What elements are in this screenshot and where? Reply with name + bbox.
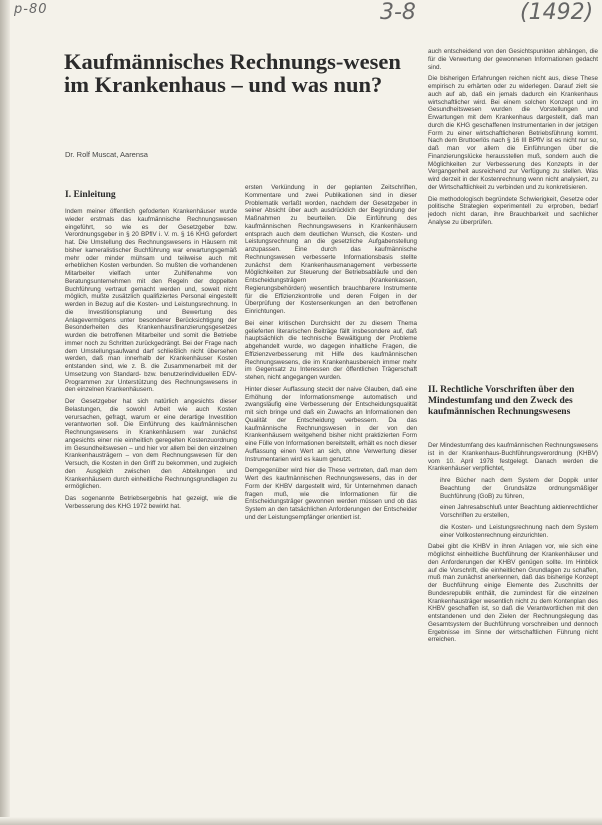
list-item: ihre Bücher nach dem System der Doppik unter Beachtung der Grundsätze ordnungsmäßiger Buchführung (GoB) zu führen,: [440, 477, 598, 500]
handwritten-note-left: p-80: [14, 2, 48, 17]
paragraph: Die methodologisch begründete Schwierigkeit, Gesetze oder politische Strategien experimentell zu erproben, bedarf jedoch nicht daran, ihre Brauchbarkeit und sachlicher Analyse zu überprüfen.: [428, 195, 598, 226]
paragraph: auch entscheidend von den Gesichtspunkten abhängen, die für die Verwertung der gewonnenen Informationen gedacht sind.: [428, 48, 598, 71]
paragraph: Demgegenüber wird hier die These vertreten, daß man dem Wert des kaufmännischen Rechnungswesens, das in der Form der KHBV dargestellt wird, für Unternehmen danach fragen muß, wie die Informationen für die Entscheidungsträger gewonnen werden müssen und ob das System an den tatsächlichen Anforderungen der Entscheider und der Leistungsempfänger orientiert ist.: [245, 467, 417, 521]
paragraph: ersten Verkündung in der geplanten Zeitschriften, Kommentare und zwei Publikationen sind in dieser Problematik verfaßt worden, nachdem der Gesetzgeber in seiner Absicht über auch ausdrücklich der Begründung der Maßnahmen zu beurteilen. Die Einführung des kaufmännischen Rechnungswesens in Krankenhäusern entsprach auch dem deutlichen Wunsch, die Kosten- und Leistungsrechnung an die gesetzliche Aufgabenstellung anzupassen. Eine durch das kaufmännische Rechnungswesen verbesserte Informationsbasis stellte zunächst dem Krankenhausmanagement verbesserte Möglichkeiten zur Steuerung der Betriebsabläufe und den Entscheidungsträgern (Krankenkassen, Regierungsbehörden) wesentlich brauchbarere Instrumente für die Effizienzkontrolle und deren Folgen in der Überprüfung der Kostensenkungen an den betroffenen Einrichtungen.: [245, 184, 417, 315]
list-item: die Kosten- und Leistungsrechnung nach dem System einer Vollkostenrechnung einzurichten.: [440, 523, 598, 539]
paragraph: Bei einer kritischen Durchsicht der zu diesem Thema gelieferten literarischen Beiträge fällt insbesondere auf, daß hauptsächlich die technische Bewältigung der Probleme abgehandelt wurde, wo dagegen inhaltliche Fragen, die Effizienzverbesserung mit Hilfe des kaufmännischen Rechnungswesens, die im Krankenhausbereich immer mehr im Gegensatz zu Interessen der öffentlichen Trägerschaft stehen, nicht angegangen wurden.: [245, 319, 417, 381]
paragraph: Der Mindestumfang des kaufmännischen Rechnungswesens ist in der Krankenhaus-Buchführungsverordnung (KHBV) vom 10. April 1978 festgelegt. Danach werden die Krankenhäuser verpflichtet,: [428, 442, 598, 473]
text-column-2: [245, 184, 417, 820]
author-line: Dr. Rolf Muscat, Aarensa: [65, 150, 148, 159]
handwritten-note-right: (1492): [520, 0, 594, 25]
binding-edge: [0, 0, 10, 825]
paragraph: Die bisherigen Erfahrungen reichen nicht aus, diese These empirisch zu erhärten oder zu widerlegen. Darauf zielt sie auch auf ab, daß ein jemals dadurch ein Krankenhaus wirtschaftlicher wird. Bei einem solchen Konzept und im Gesundheitswesen wurden die Vorstellungen und Erwartungen mit dem Krankenhaus dargestellt, daß man durch die KHG geschaffenen Instrumentarien in der jetzigen Form zu einer wirtschaftlicheren Betriebsführung kommt. Nach dem Bruttoerlös nach § 16 III BPflV ist es nicht nur so, daß man vor allem die Einführungen über die Finanzierungslücke herausstellen muß, sondern auch die Möglichkeiten zur Verbesserung des Konzepts in der Vergangenheit ausreichend zur Verfügung zu stellen. Was wird derzeit in der Kostenrechnung wenn nicht analysiert, zu der Wirtschaftlichkeit zu verbinden und zu konkretisieren.: [428, 75, 598, 191]
paragraph: Der Gesetzgeber hat sich natürlich angesichts dieser Belastungen, die sowohl Arbeit wie auch Kosten verursachen, gefragt, warum er eine derartige Investition verantworten soll. Die Einführung des kaufmännischen Rechnungswesens in Krankenhäusern war zunächst angesichts einer nie einheitlich geregelten Kostenzuordnung im Gesundheitswesen – und hier vor allem bei den einzelnen Krankenhausträgern – von dem Rechnungswesen für den Versuch, die Kosten in den Griff zu bekommen, und zugleich den Ausgleich zwischen den Abteilungen und Krankenhäusern durch einheitliche Rechnungsgrundlagen zu ermöglichen.: [65, 398, 237, 491]
list-item: einen Jahresabschluß unter Beachtung aktienrechtlicher Vorschriften zu erstellen,: [440, 504, 598, 519]
article-title: Kaufmännisches Rechnungs-wesen im Krankenhaus – und was nun?: [64, 49, 401, 97]
paragraph: Indem meiner öffentlich gefoderten Krankenhäuser wurde wieder erstmals das kaufmännische Rechnungswesen eingeführt, so wie es der Gesetzgeber bzw. Verordnungsgeber in § 20 BPflV i. V. m. § 16 KHG gefordert hat. Die Umstellung des Rechnungswesens in Häusern mit bisher kameralistischer Buchführung war erwartungsgemäß mehr oder minder mühsam und teilweise auch mit erheblichen Kosten verbunden. So mußten die vorhandenen Mitarbeiter vielfach unter Zuhilfenahme von Beratungsunternehmen mit den Regeln der doppelten Buchführung vertraut gemacht werden und, soweit nicht möglich, mußte zusätzlich qualifiziertes Personal eingestellt werden in Bezug auf die Kosten- und Leistungsrechnung. In die Investitionsplanung und Bewertung des Anlagevermögens unter besonderer Berücksichtigung der Besonderheiten des Krankenhausfinanzierungsgesetzes wurden die betroffenen Mitarbeiter und somit die Betriebe immer noch zu Schritten zurückgedrängt. Bei der Frage nach dem Umstellungsaufwand darf schließlich nicht übersehen werden, daß man innerhalb der Krankenhäuser Kosten entstanden sind, wie z. B. die Zusammenarbeit mit der Umsetzung von Standard- bzw. benutzerindividuellen EDV-Programmen zur Unterstützung des Rechnungswesens in den einzelnen Krankenhäusern.: [65, 208, 237, 394]
section-heading-legal: II. Rechtliche Vorschriften über den Mindestumfang und den Zweck des kaufmännischen Rechnungswesens: [428, 385, 575, 417]
text-column-1: [65, 208, 237, 820]
paragraph: Hinter dieser Auffassung steckt der naive Glauben, daß eine Erhöhung der Informationsmenge automatisch und zwangsläufig eine Verbesserung der Entscheidungsqualität mit sich bringe und daß ein Zuwachs an Informationen den Qualität der Entscheidung verbessern. Da das kaufmännische Rechnungswesen in der von den Krankenhäusern weitgehend bisher nicht praktizierten Form eine Fülle von Informationen bereitstellt, erhält es noch dieser Auffassung einen Wert an sich, ohne Verwertung dieser Instrumentarien wird es kaum genutzt.: [245, 385, 417, 463]
paragraph: Das sogenannte Betriebsergebnis hat gezeigt, wie die Verbesserung des KHG 1972 bewirkt hat.: [65, 495, 237, 510]
text-column-3-top: [428, 48, 598, 378]
paragraph: Dabei gibt die KHBV in ihren Anlagen vor, wie sich eine möglichst einheitliche Buchführung der Krankenhäuser und den Anforderungen der KHBV genügen sollte. Im Hinblick auf die Vorschrift, die einheitlichen Grundlagen zu schaffen, muß man zunächst anerkennen, daß das bisherige Konzept der Buchführung einige Elemente des Zuschnitts der Bundesrepublik enthält, die zumindest für die einzelnen Krankenhausträger wesentlich nicht zu dem Kontenplan des KHBV geschaffen ist, so daß die Verantwortlichen mit den entstandenen und den Zielen der Rechnungslegung das Gesamtsystem der Buchführung vorschreiben und dennoch Ergebnisse im Sinne der wirtschaftlichen Führung nicht erreichen.: [428, 543, 598, 644]
text-column-3-bottom: [428, 442, 598, 822]
handwritten-note-middle: 3-8: [380, 0, 416, 25]
section-heading-introduction: I. Einleitung: [65, 190, 116, 200]
